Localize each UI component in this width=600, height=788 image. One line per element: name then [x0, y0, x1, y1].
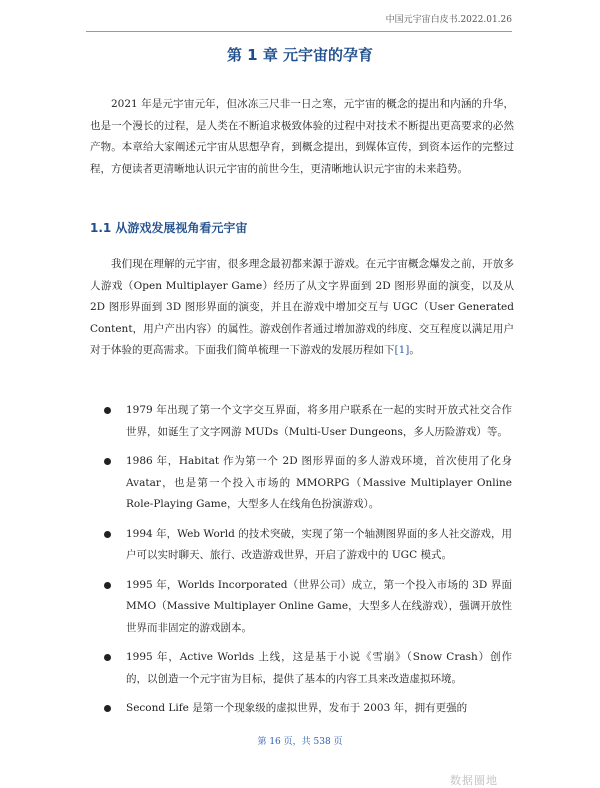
bullet-dot-icon: [104, 582, 111, 589]
list-item: [126, 575, 512, 640]
running-header: 中国元宇宙白皮书.2022.01.26: [385, 15, 512, 25]
bullet-dot-icon: [104, 458, 111, 465]
list-item: [126, 524, 512, 567]
section-paragraph-end: 。: [409, 344, 420, 356]
bullet-dot-icon: [104, 705, 111, 712]
bullet-dot-icon: [104, 531, 111, 538]
header-divider: [86, 31, 512, 32]
citation-link[interactable]: [1]: [394, 344, 410, 356]
watermark: 数据圈地: [450, 774, 498, 787]
section-title: 1.1 从游戏发展视角看元宇宙: [90, 221, 248, 235]
list-item: [126, 451, 512, 516]
section-paragraph-text: 我们现在理解的元宇宙，很多理念最初都来源于游戏。在元宇宙概念爆发之前，开放多人游戏（Open Multiplayer Game）经历了从文字界面到 2D 图形界面的演变，以及从 2D 图形界面到 3D 图形界面的演变，并且在游戏中增加交互与 UGC（User Generated Content，用户产出内容）的属性。游戏创作者通过增加游戏的纬度、交互程度以满足用户对于体验的更高需求。下面我们简单梳理一下游戏的发展历程如下: [90, 258, 514, 356]
bullet-dot-icon: [104, 407, 111, 414]
section-paragraph: [90, 254, 514, 362]
list-item: [126, 647, 512, 690]
list-item-text: 1986 年，Habitat 作为第一个 2D 图形界面的多人游戏环境，首次使用了化身 Avatar，也是第一个投入市场的 MMORPG（Massive Multiplayer Online Role-Playing Game，大型多人在线角色扮演游戏）。: [126, 455, 512, 510]
list-item-text: 1979 年出现了第一个文字交互界面，将多用户联系在一起的实时开放式社交合作世界，如诞生了文字网游 MUDs（Multi-User Dungeons，多人历险游戏）等。: [126, 404, 512, 438]
list-item-text: 1994 年，Web World 的技术突破，实现了第一个轴测图界面的多人社交游戏，用户可以实时聊天、旅行、改造游戏世界，开启了游戏中的 UGC 模式。: [126, 527, 512, 561]
list-item: [126, 698, 512, 720]
chapter-title: 第 1 章 元宇宙的孕育: [226, 46, 374, 64]
list-item-text: Second Life 是第一个现象级的虚拟世界，发布于 2003 年，拥有更强的: [126, 702, 468, 714]
history-bullet-list: [0, 400, 600, 728]
list-item-text: 1995 年，Worlds Incorporated（世界公司）成立，第一个投入市场的 3D 界面 MMO（Massive Multiplayer Online Game，大型多人在线游戏），强调开放性世界而非固定的游戏剧本。: [126, 578, 512, 634]
page-number: 第 16 页，共 538 页: [257, 737, 343, 747]
bullet-dot-icon: [104, 654, 111, 661]
intro-paragraph: 2021 年是元宇宙元年，但冰冻三尺非一日之寒，元宇宙的概念的提出和内涵的升华，也是一个漫长的过程，是人类在不断追求极致体验的过程中对技术不断提出更高要求的必然产物。本章给大家阐述元宇宙从思想孕育，到概念提出，到媒体宣传，到资本运作的完整过程，方便读者更清晰地认识元宇宙的前世今生，更清晰地认识元宇宙的未来趋势。: [90, 98, 514, 175]
list-item: [126, 400, 512, 443]
list-item-text: 1995 年，Active Worlds 上线，这是基于小说《雪崩》（Snow Crash）创作的，以创造一个元宇宙为目标，提供了基本的内容工具来改造虚拟环境。: [126, 651, 512, 685]
